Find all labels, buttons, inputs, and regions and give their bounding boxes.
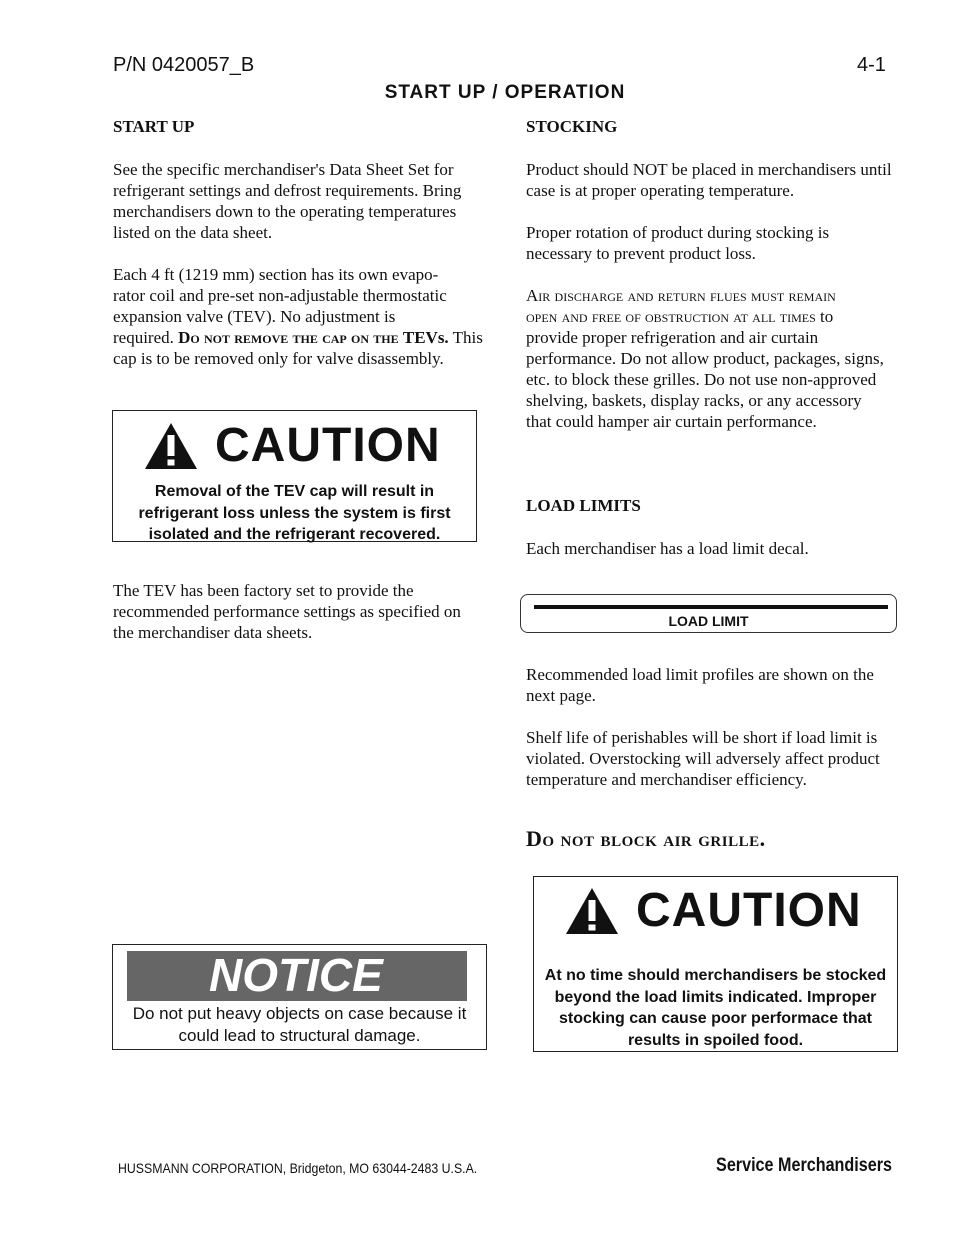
startup-paragraph: See the specific merchandiser's Data Sheet Set for refrigerant settings and defrost requirements. Bring merchandisers down to the operating temperatures listed on the data sheet. [113, 160, 462, 242]
caution-box-load [533, 876, 898, 1052]
load-limit-label: LOAD LIMIT [668, 613, 749, 629]
load-limit-decal [520, 594, 897, 633]
part-number: P/N 0420057_B [113, 54, 255, 76]
load-limit-line [534, 605, 888, 609]
tev-paragraph-line: Each 4 ft (1219 mm) section has its own evapo- [113, 265, 439, 284]
air-flues-line-2: open and free of obstruction at all times [526, 307, 816, 326]
air-flues-to: to [815, 307, 834, 326]
factory-set-paragraph: The TEV has been factory set to provide the recommended performance settings as specified on the merchandiser data sheets. [113, 581, 461, 642]
tevs-label: TEVs. [402, 328, 449, 347]
tev-paragraph-line: expansion valve (TEV). No adjustment is [113, 307, 396, 326]
shelf-life-paragraph: Shelf life of perishables will be short if load limit is violated. Overstocking will adversely affect product temperature and merchandiser efficiency. [526, 728, 880, 789]
warning-triangle-icon [564, 886, 620, 936]
caution-header [564, 883, 897, 938]
section-title: START UP / OPERATION [384, 82, 626, 103]
do-not-remove-cap: Do not remove the cap on the [178, 328, 399, 347]
caution-message: Removal of the TEV cap will result in refrigerant loss unless the system is first isolated and the refrigerant recovered. [138, 483, 451, 543]
tev-paragraph-required: required. [113, 328, 179, 347]
caution-box-tev [112, 410, 477, 542]
caution-word: CAUTION [636, 884, 862, 937]
warning-triangle-icon [143, 421, 199, 471]
tev-paragraph-line: rator coil and pre-set non-adjustable thermostatic [113, 286, 447, 305]
air-flues-rest: provide proper refrigeration and air curtain performance. Do not allow product, packages, signs, etc. to block these grilles. Do not use non-approved shelving, baskets, display racks, or any accessory that could hamper air curtain performance. [526, 328, 884, 431]
caution-header [143, 418, 476, 473]
notice-message: Do not put heavy objects on case because it could lead to structural damage. [132, 1004, 467, 1045]
caution-message: At no time should merchandisers be stocked beyond the load limits indicated. Improper stocking can cause poor performace that results in spoiled food. [544, 967, 887, 1049]
footer-series: Service Merchandisers [716, 1155, 892, 1176]
tev-paragraph [113, 264, 493, 369]
notice-banner: NOTICE [127, 951, 467, 1001]
caution-word: CAUTION [215, 419, 441, 472]
do-not-block-heading: Do not block air grille. [526, 826, 766, 851]
page-number: 4-1 [857, 54, 886, 76]
stocking-paragraph-2: Proper rotation of product during stocking is necessary to prevent product loss. [526, 223, 830, 263]
tev-paragraph-tail: This cap is to be removed only for valve disassembly. [113, 328, 483, 368]
startup-heading: START UP [113, 117, 195, 136]
air-flues-paragraph [526, 285, 896, 432]
load-limits-heading: LOAD LIMITS [526, 496, 641, 515]
stocking-paragraph-1: Product should NOT be placed in merchandisers until case is at proper operating temperature. [526, 160, 892, 200]
air-flues-line-1: Air discharge and return flues must remain [526, 286, 836, 305]
stocking-heading: STOCKING [526, 117, 618, 136]
footer-company: HUSSMANN CORPORATION, Bridgeton, MO 63044-2483 U.S.A. [118, 1160, 478, 1176]
profiles-paragraph: Recommended load limit profiles are shown on the next page. [526, 665, 874, 705]
load-limits-paragraph: Each merchandiser has a load limit decal. [526, 539, 809, 558]
notice-box [112, 944, 487, 1050]
